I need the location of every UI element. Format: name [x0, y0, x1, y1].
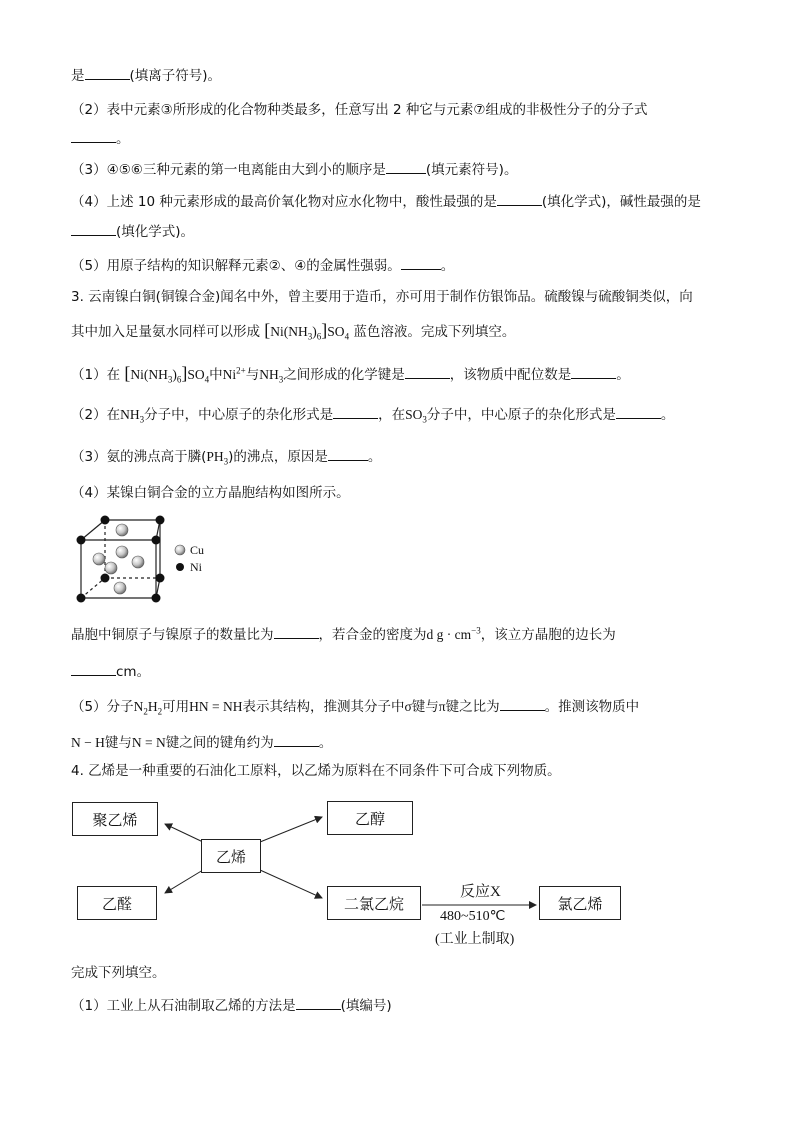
arrow-to-acetaldehyde	[165, 870, 203, 893]
box-acetaldehyde: 乙醛	[77, 886, 157, 920]
answer-blank[interactable]	[405, 365, 450, 379]
ni-atom	[101, 574, 110, 583]
answer-blank[interactable]	[71, 222, 116, 236]
cell-edge-hidden	[81, 578, 105, 598]
cu-atom	[105, 562, 117, 574]
answer-blank[interactable]	[616, 405, 661, 419]
q2-sub3: （3）④⑤⑥三种元素的第一电离能由大到小的顺序是 (填元素符号)。	[71, 162, 518, 178]
box-ethanol: 乙醇	[327, 801, 413, 835]
q3-sub2: （2）在$NH_3$分子中，中心原子的杂化形式是 ，在$SO_3$分子中，中心原子的杂化形式是 。	[71, 407, 675, 425]
legend-ni-marker	[176, 563, 184, 571]
q3-intro1: 3. 云南镍白铜(铜镍合金)闻名中外，曾主要用于造币，亦可用于制作仿银饰品。硫酸镍与硫酸铜类似，向	[71, 289, 693, 305]
ni-atom	[77, 536, 86, 545]
cu-atom	[132, 556, 144, 568]
answer-blank[interactable]	[296, 996, 341, 1010]
ni-atom	[77, 594, 86, 603]
answer-blank[interactable]	[328, 447, 368, 461]
q3-sub4-question: 晶胞中铜原子与镍原子的数量比为 ，若合金的密度为d $g \cdot cm^{-3}$，该立方晶胞的边长为	[71, 625, 616, 643]
legend-cu-label: Cu	[190, 543, 205, 557]
q4-intro: 4. 乙烯是一种重要的石油化工原料，以乙烯为原料在不同条件下可合成下列物质。	[71, 763, 561, 779]
ni-atom	[152, 594, 161, 603]
cu-atom	[116, 546, 128, 558]
answer-blank[interactable]	[497, 192, 542, 206]
arrow-to-polyethylene	[165, 824, 203, 842]
answer-blank[interactable]	[71, 129, 116, 143]
answer-blank[interactable]	[274, 625, 319, 639]
q3-sub4-question-cont: cm。	[71, 662, 150, 681]
ni-atom	[156, 574, 165, 583]
q2-sub5: （5）用原子结构的知识解释元素②、④的金属性强弱。 。	[71, 258, 455, 274]
q3-sub5: （5）分子$N_2H_2$可用HN = NH表示其结构，推测其分子中σ键与π键之比为 。推测该物质中	[71, 699, 640, 717]
answer-blank[interactable]	[333, 405, 378, 419]
q4-done: 完成下列填空。	[71, 965, 166, 981]
box-dichloroethane: 二氯乙烷	[327, 886, 421, 920]
q3-sub3: （3）氨的沸点高于膦$(PH_3)$的沸点，原因是 。	[71, 449, 382, 467]
q3-sub5-cont: N − H键与N = N键之间的键角约为 。	[71, 735, 333, 751]
legend-cu-marker	[175, 545, 185, 555]
answer-blank[interactable]	[571, 365, 616, 379]
cu-atom	[93, 553, 105, 565]
cu-atom	[114, 582, 126, 594]
crystal-cell-figure	[70, 512, 240, 608]
q3-intro2: 其中加入足量氨水同样可以形成 $[Ni(NH_3)_6]SO_4$ 蓝色溶液。完成下列填空。	[71, 320, 516, 342]
ni-atom	[156, 516, 165, 525]
answer-blank[interactable]	[401, 256, 441, 270]
q3-sub1: （1）在 $[Ni(NH_3)_6]SO_4$中$Ni^{2+}$与$NH_3$之间形成的化学键是 ，该物质中配位数是 。	[71, 363, 630, 385]
ni-atom	[152, 536, 161, 545]
temperature-label: 480~510℃	[440, 909, 506, 924]
complex-formula: $[Ni(NH_3)_6]SO_4$	[264, 320, 350, 342]
answer-blank[interactable]	[85, 66, 130, 80]
reaction-label: 反应X	[460, 884, 501, 900]
cell-edge	[81, 520, 105, 540]
answer-blank[interactable]	[500, 697, 545, 711]
box-polyethylene: 聚乙烯	[72, 802, 158, 836]
q2-sub4: （4）上述 10 种元素形成的最高价氧化物对应水化物中，酸性最强的是 (填化学式)，碱性最强的是	[71, 194, 701, 210]
q4-sub1: （1）工业上从石油制取乙烯的方法是 (填编号)	[71, 998, 392, 1014]
industrial-note: (工业上制取)	[435, 932, 515, 947]
q2-sub2: （2）表中元素③所形成的化合物种类最多，任意写出 2 种它与元素⑦组成的非极性分子的分子式	[71, 102, 648, 118]
box-vinyl-chloride: 氯乙烯	[539, 886, 621, 920]
ni-atom	[101, 516, 110, 525]
cu-atom	[116, 524, 128, 536]
q2-sub4-cont: (填化学式)。	[71, 222, 194, 241]
arrow-to-ethanol	[260, 817, 322, 842]
complex-formula: $[Ni(NH_3)_6]SO_4$	[124, 363, 210, 385]
q2-sub2-cont: 。	[71, 129, 130, 148]
answer-blank[interactable]	[386, 160, 426, 174]
legend-ni-label: Ni	[190, 560, 202, 574]
arrow-to-dichloroethane	[260, 870, 322, 898]
box-ethylene: 乙烯	[201, 839, 261, 873]
answer-blank[interactable]	[71, 662, 116, 676]
q3-sub4: （4）某镍白铜合金的立方晶胞结构如图所示。	[71, 485, 350, 501]
answer-blank[interactable]	[274, 733, 319, 747]
q2-line0: 是 (填离子符号)。	[71, 68, 222, 84]
